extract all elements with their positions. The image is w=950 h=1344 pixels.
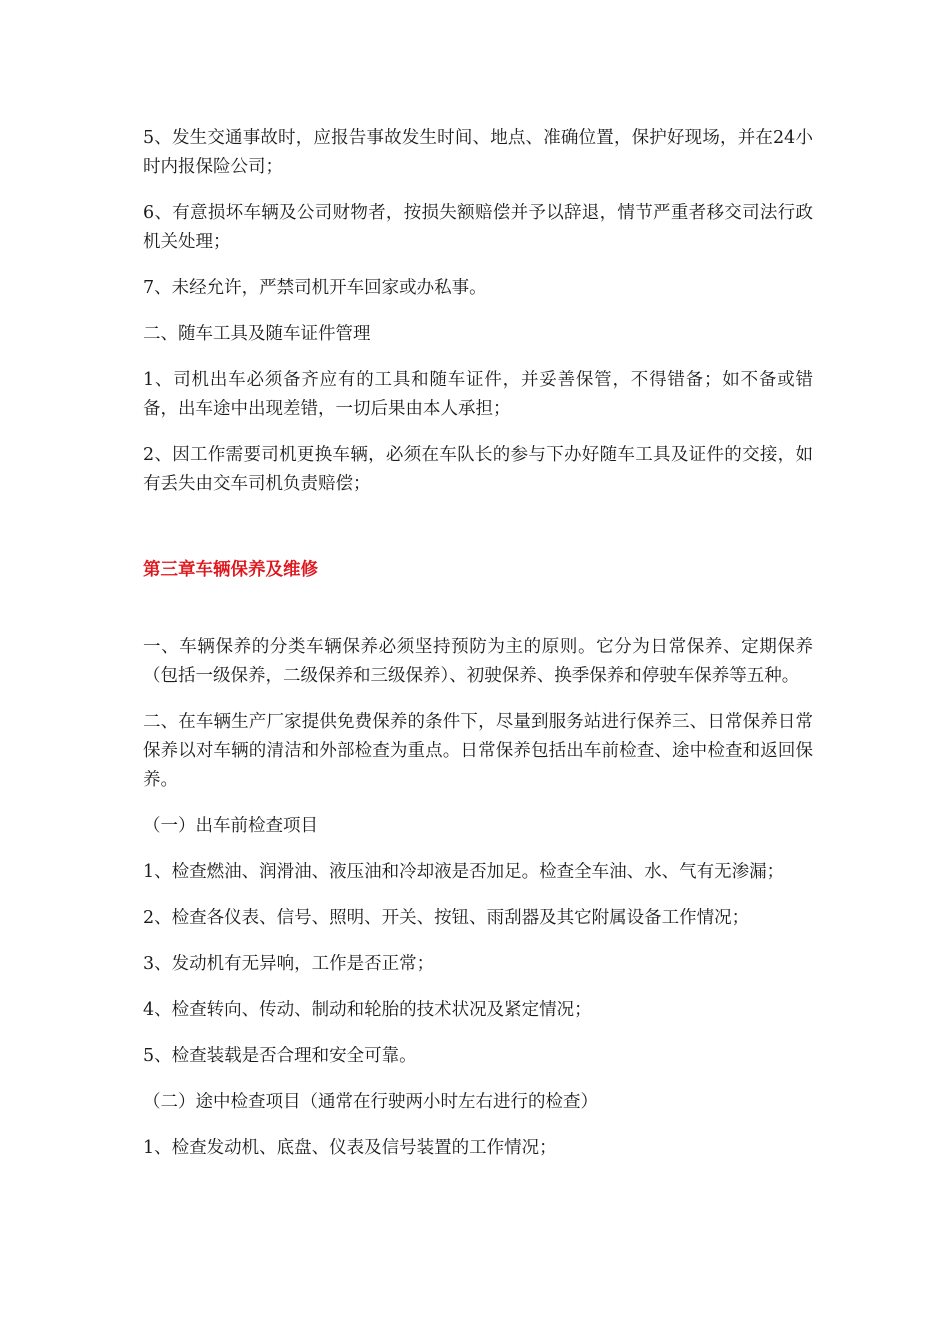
list-item-engine: 3、发动机有无异响，工作是否正常； <box>143 954 435 974</box>
list-item-loading: 5、检查装载是否合理和安全可靠。 <box>143 1046 417 1066</box>
list-item-en-route-engine: 1、检查发动机、底盘、仪表及信号装置的工作情况； <box>143 1138 557 1158</box>
paragraph-accident-report: 5、发生交通事故时，应报告事故发生时间、地点、准确位置，保护好现场，并在24小时内报保险公司； <box>143 128 813 177</box>
subheading-en-route-check: （二）途中检查项目（通常在行驶两小时左右进行的检查） <box>143 1092 598 1112</box>
subheading-pre-departure-check: （一）出车前检查项目 <box>143 816 318 836</box>
paragraph-vehicle-handover: 2、因工作需要司机更换车辆，必须在车队长的参与下办好随车工具及证件的交接，如有丢失由交车司机负责赔偿； <box>143 445 813 494</box>
paragraph-damage-compensation: 6、有意损坏车辆及公司财物者，按损失额赔偿并予以辞退，情节严重者移交司法行政机关处理； <box>143 203 813 252</box>
list-item-instruments: 2、检查各仪表、信号、照明、开关、按钮、雨刮器及其它附属设备工作情况； <box>143 908 750 928</box>
document-page <box>143 124 813 1180</box>
list-item-fluids: 1、检查燃油、润滑油、液压油和冷却液是否加足。检查全车油、水、气有无渗漏； <box>143 862 785 882</box>
subheading-tools-documents: 二、随车工具及随车证件管理 <box>143 324 371 344</box>
chapter-heading: 第三章车辆保养及维修 <box>143 560 318 580</box>
list-item-steering-brakes: 4、检查转向、传动、制动和轮胎的技术状况及紧定情况； <box>143 1000 592 1020</box>
paragraph-no-private-use: 7、未经允许，严禁司机开车回家或办私事。 <box>143 278 487 298</box>
paragraph-free-maintenance: 二、在车辆生产厂家提供免费保养的条件下，尽量到服务站进行保养三、日常保养日常保养以对车辆的清洁和外部检查为重点。日常保养包括出车前检查、途中检查和返回保养。 <box>143 712 813 790</box>
paragraph-carry-tools: 1、司机出车必须备齐应有的工具和随车证件，并妥善保管，不得错备；如不备或错备，出车途中出现差错，一切后果由本人承担； <box>143 370 813 419</box>
paragraph-maintenance-types: 一、车辆保养的分类车辆保养必须坚持预防为主的原则。它分为日常保养、定期保养（包括一级保养，二级保养和三级保养）、初驶保养、换季保养和停驶车保养等五种。 <box>143 637 813 686</box>
